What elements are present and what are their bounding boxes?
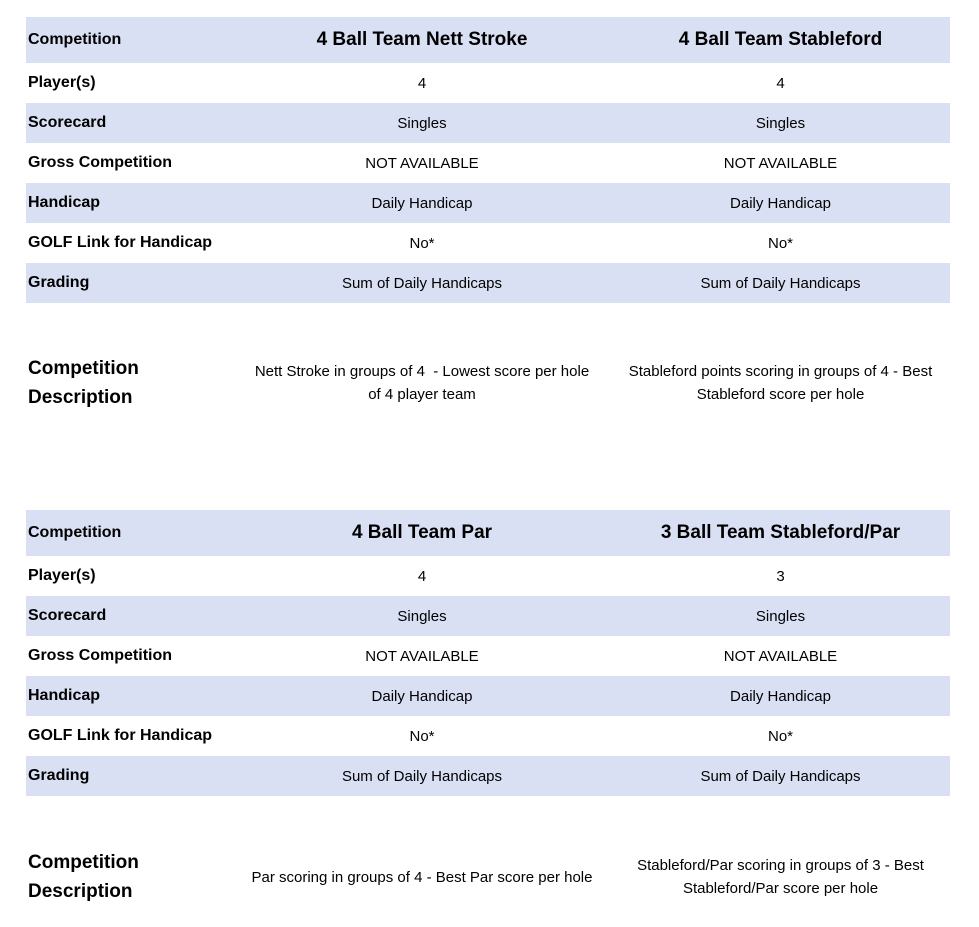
- description-col-1: [233, 866, 611, 889]
- description-col-1: [233, 360, 611, 406]
- cell-col-1: NOT AVAILABLE: [365, 154, 479, 172]
- description-col-1-line-1: Par scoring in groups of 4 - Best Par score per hole: [251, 868, 593, 886]
- table-row: [26, 143, 950, 183]
- cell-col-1: Singles: [397, 607, 447, 625]
- description-col-2: [611, 360, 950, 406]
- competition-description-1: [26, 354, 950, 412]
- row-label: Player(s): [28, 567, 96, 584]
- cell-col-1: No*: [409, 727, 435, 745]
- table-row: [26, 716, 950, 756]
- description-col-2-line-2: Stableford score per hole: [696, 386, 865, 403]
- row-label: Handicap: [28, 194, 101, 211]
- cell-col-1: NOT AVAILABLE: [365, 647, 479, 665]
- comparison-table-2: [26, 510, 950, 796]
- table-row: [26, 556, 950, 596]
- cell-col-2: 4: [776, 74, 785, 92]
- cell-col-2: Sum of Daily Handicaps: [700, 274, 861, 292]
- cell-col-2: Singles: [755, 607, 806, 625]
- table-row: [26, 756, 950, 796]
- row-label: Scorecard: [28, 607, 107, 624]
- cell-col-1: Daily Handicap: [371, 194, 473, 212]
- cell-col-1: Sum of Daily Handicaps: [341, 274, 503, 292]
- cell-col-2: No*: [767, 727, 793, 745]
- row-label: Scorecard: [28, 114, 107, 131]
- comparison-table-1: [26, 17, 950, 303]
- description-col-2: [611, 854, 950, 900]
- table-header-row: [26, 510, 950, 556]
- description-label-line-1: Competition: [28, 358, 139, 379]
- table-row: [26, 676, 950, 716]
- cell-col-2: Daily Handicap: [730, 194, 831, 212]
- cell-col-2: NOT AVAILABLE: [723, 154, 838, 172]
- header-col-1: 4 Ball Team Par: [351, 522, 493, 543]
- competition-description-2: [26, 848, 950, 906]
- row-label: GOLF Link for Handicap: [28, 234, 213, 251]
- cell-col-1: 4: [417, 74, 427, 92]
- description-label-line-2: Description: [28, 387, 133, 408]
- row-label: Handicap: [28, 687, 101, 704]
- description-label-line-2: Description: [28, 881, 133, 902]
- table-row: [26, 263, 950, 303]
- header-col-1: 4 Ball Team Nett Stroke: [316, 29, 528, 50]
- cell-col-2: Singles: [755, 114, 806, 132]
- cell-col-1: Sum of Daily Handicaps: [341, 767, 503, 785]
- description-col-2-line-1: Stableford/Par scoring in groups of 3 - Best: [637, 857, 924, 874]
- header-label: Competition: [28, 31, 122, 48]
- row-label: Gross Competition: [28, 154, 173, 171]
- cell-col-2: 3: [776, 567, 785, 585]
- cell-col-1: Daily Handicap: [371, 687, 473, 705]
- row-label: Grading: [28, 767, 90, 784]
- description-col-1-line-2: of 4 player team: [368, 386, 476, 403]
- table-row: [26, 636, 950, 676]
- cell-col-1: Singles: [397, 114, 447, 132]
- row-label: Grading: [28, 274, 90, 291]
- description-label-line-1: Competition: [28, 852, 139, 873]
- table-row: [26, 596, 950, 636]
- cell-col-1: No*: [409, 234, 435, 252]
- table-row: [26, 63, 950, 103]
- table-header-row: [26, 17, 950, 63]
- header-col-2: 4 Ball Team Stableford: [678, 29, 883, 50]
- cell-col-2: Daily Handicap: [730, 687, 831, 705]
- description-label: [26, 848, 233, 906]
- cell-col-1: 4: [417, 567, 427, 585]
- description-col-1-line-1: Nett Stroke in groups of 4 - Lowest score per hole: [254, 363, 590, 380]
- cell-col-2: NOT AVAILABLE: [723, 647, 838, 665]
- row-label: GOLF Link for Handicap: [28, 727, 213, 744]
- description-col-2-line-1: Stableford points scoring in groups of 4 - Best: [628, 363, 933, 380]
- cell-col-2: No*: [767, 234, 793, 252]
- row-label: Gross Competition: [28, 647, 173, 664]
- table-row: [26, 103, 950, 143]
- description-col-2-line-2: Stableford/Par score per hole: [682, 880, 879, 897]
- header-col-2: 3 Ball Team Stableford/Par: [660, 522, 901, 543]
- description-label: [26, 354, 233, 412]
- cell-col-2: Sum of Daily Handicaps: [700, 767, 861, 785]
- header-label: Competition: [28, 524, 122, 541]
- table-row: [26, 183, 950, 223]
- table-row: [26, 223, 950, 263]
- row-label: Player(s): [28, 74, 96, 91]
